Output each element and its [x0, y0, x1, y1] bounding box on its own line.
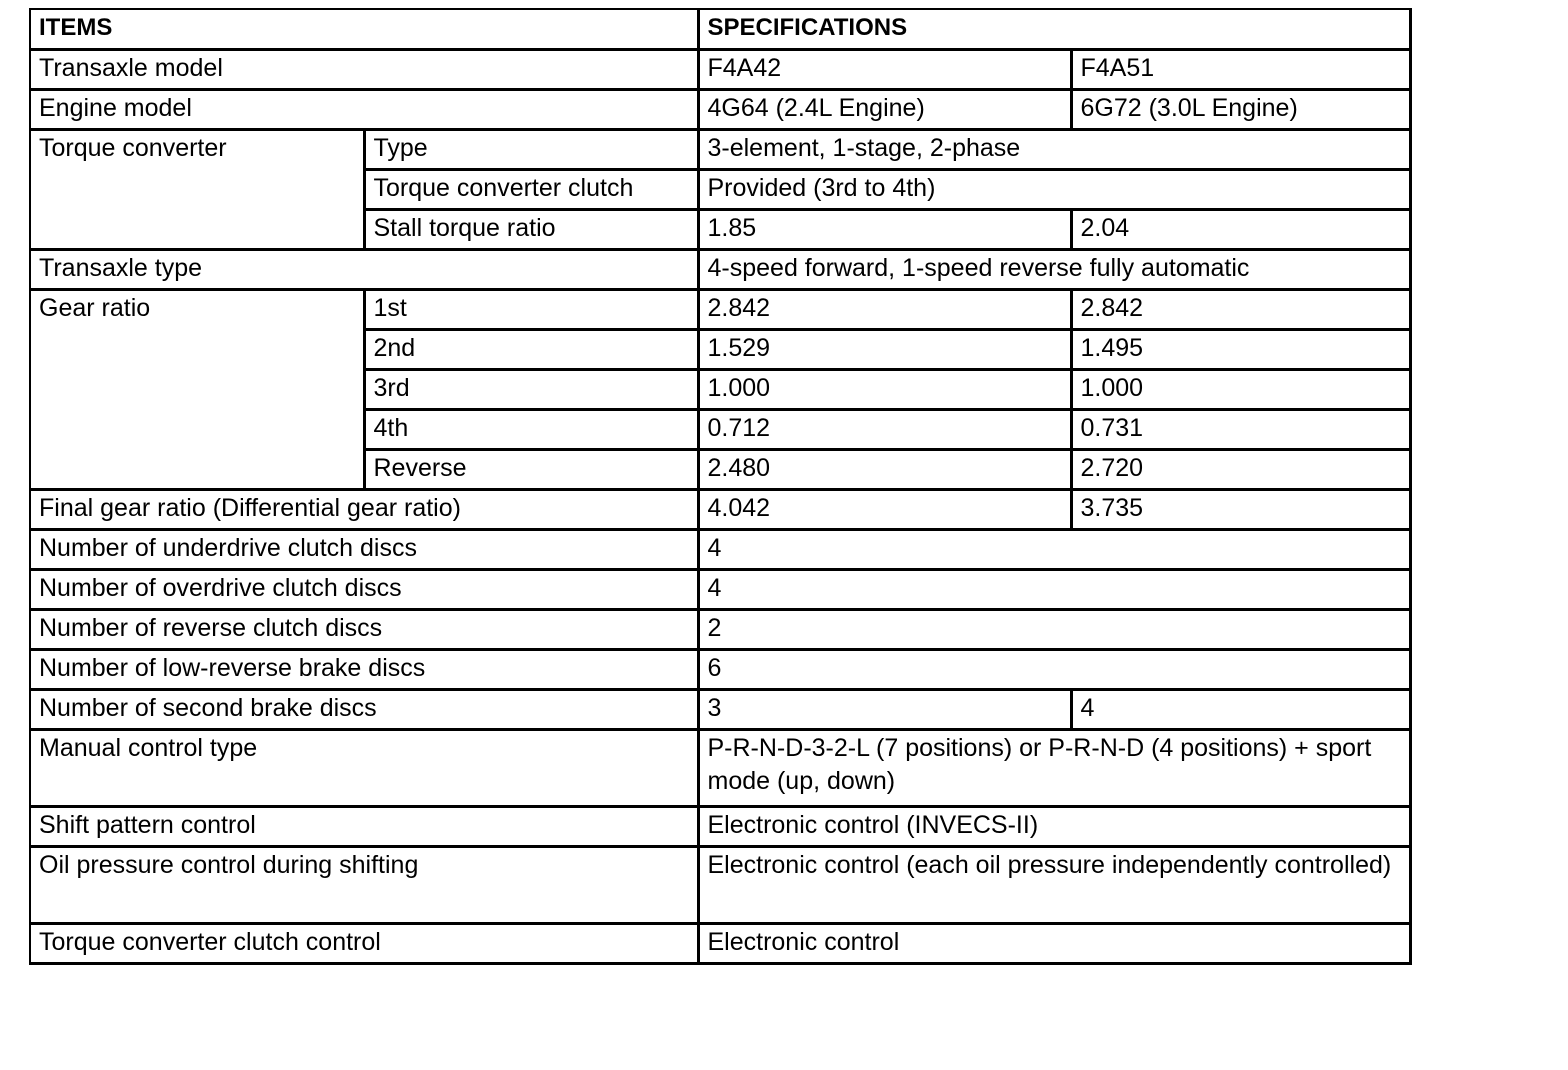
- value-f4a51: 2.842: [1071, 289, 1410, 329]
- value-shared: Electronic control (INVECS-II): [698, 806, 1410, 846]
- value-f4a51: 1.495: [1071, 329, 1410, 369]
- value-f4a42: 2.842: [698, 289, 1071, 329]
- table-row: [30, 89, 1410, 129]
- sub-label: 4th: [364, 409, 698, 449]
- row-label: Number of reverse clutch discs: [30, 609, 698, 649]
- sub-label: Stall torque ratio: [364, 209, 698, 249]
- value-shared: 2: [698, 609, 1410, 649]
- table-row: [30, 289, 1410, 329]
- row-label: Engine model: [30, 89, 698, 129]
- value-f4a42: 4G64 (2.4L Engine): [698, 89, 1071, 129]
- group-label-torque-converter: Torque converter: [30, 129, 364, 249]
- sub-label: Type: [364, 129, 698, 169]
- sub-label: Reverse: [364, 449, 698, 489]
- value-shared: Electronic control (each oil pressure independently controlled): [698, 846, 1410, 923]
- value-f4a42: 1.85: [698, 209, 1071, 249]
- table-row: [30, 49, 1410, 89]
- row-label: Shift pattern control: [30, 806, 698, 846]
- row-label: Number of overdrive clutch discs: [30, 569, 698, 609]
- value-shared: 4: [698, 569, 1410, 609]
- value-f4a51: 6G72 (3.0L Engine): [1071, 89, 1410, 129]
- value-shared: 4: [698, 529, 1410, 569]
- row-label: Number of low-reverse brake discs: [30, 649, 698, 689]
- table-row: [30, 689, 1410, 729]
- table-row: [30, 923, 1410, 963]
- value-f4a51: 2.720: [1071, 449, 1410, 489]
- specifications-table: [29, 8, 1412, 965]
- row-label: Oil pressure control during shifting: [30, 846, 698, 923]
- sub-label: 3rd: [364, 369, 698, 409]
- group-label-gear-ratio: Gear ratio: [30, 289, 364, 489]
- table-row: [30, 129, 1410, 169]
- table-row: [30, 846, 1410, 923]
- table-row: [30, 569, 1410, 609]
- row-label: Number of second brake discs: [30, 689, 698, 729]
- value-shared: Provided (3rd to 4th): [698, 169, 1410, 209]
- sub-label: Torque converter clutch: [364, 169, 698, 209]
- row-label: Torque converter clutch control: [30, 923, 698, 963]
- sub-label: 1st: [364, 289, 698, 329]
- value-f4a42: 2.480: [698, 449, 1071, 489]
- row-label: Manual control type: [30, 729, 698, 806]
- table-row: [30, 609, 1410, 649]
- value-f4a42: F4A42: [698, 49, 1071, 89]
- row-label: Number of underdrive clutch discs: [30, 529, 698, 569]
- value-f4a51: F4A51: [1071, 49, 1410, 89]
- table-row: [30, 249, 1410, 289]
- value-f4a42: 1.000: [698, 369, 1071, 409]
- value-f4a51: 1.000: [1071, 369, 1410, 409]
- row-label: Transaxle type: [30, 249, 698, 289]
- value-f4a51: 3.735: [1071, 489, 1410, 529]
- value-f4a42: 4.042: [698, 489, 1071, 529]
- items-header: ITEMS: [30, 9, 698, 49]
- value-shared: Electronic control: [698, 923, 1410, 963]
- table-row: [30, 806, 1410, 846]
- table-row: [30, 729, 1410, 806]
- value-shared: 4-speed forward, 1-speed reverse fully automatic: [698, 249, 1410, 289]
- specifications-header: SPECIFICATIONS: [698, 9, 1410, 49]
- row-label: Transaxle model: [30, 49, 698, 89]
- header-row: [30, 9, 1410, 49]
- table-row: [30, 649, 1410, 689]
- table-row: [30, 489, 1410, 529]
- value-f4a51: 0.731: [1071, 409, 1410, 449]
- value-f4a42: 3: [698, 689, 1071, 729]
- value-f4a51: 2.04: [1071, 209, 1410, 249]
- table-row: [30, 529, 1410, 569]
- value-shared: P-R-N-D-3-2-L (7 positions) or P-R-N-D (4 positions) + sport mode (up, down): [698, 729, 1410, 806]
- row-label: Final gear ratio (Differential gear ratio): [30, 489, 698, 529]
- value-f4a51: 4: [1071, 689, 1410, 729]
- value-f4a42: 1.529: [698, 329, 1071, 369]
- value-f4a42: 0.712: [698, 409, 1071, 449]
- sub-label: 2nd: [364, 329, 698, 369]
- value-shared: 3-element, 1-stage, 2-phase: [698, 129, 1410, 169]
- value-shared: 6: [698, 649, 1410, 689]
